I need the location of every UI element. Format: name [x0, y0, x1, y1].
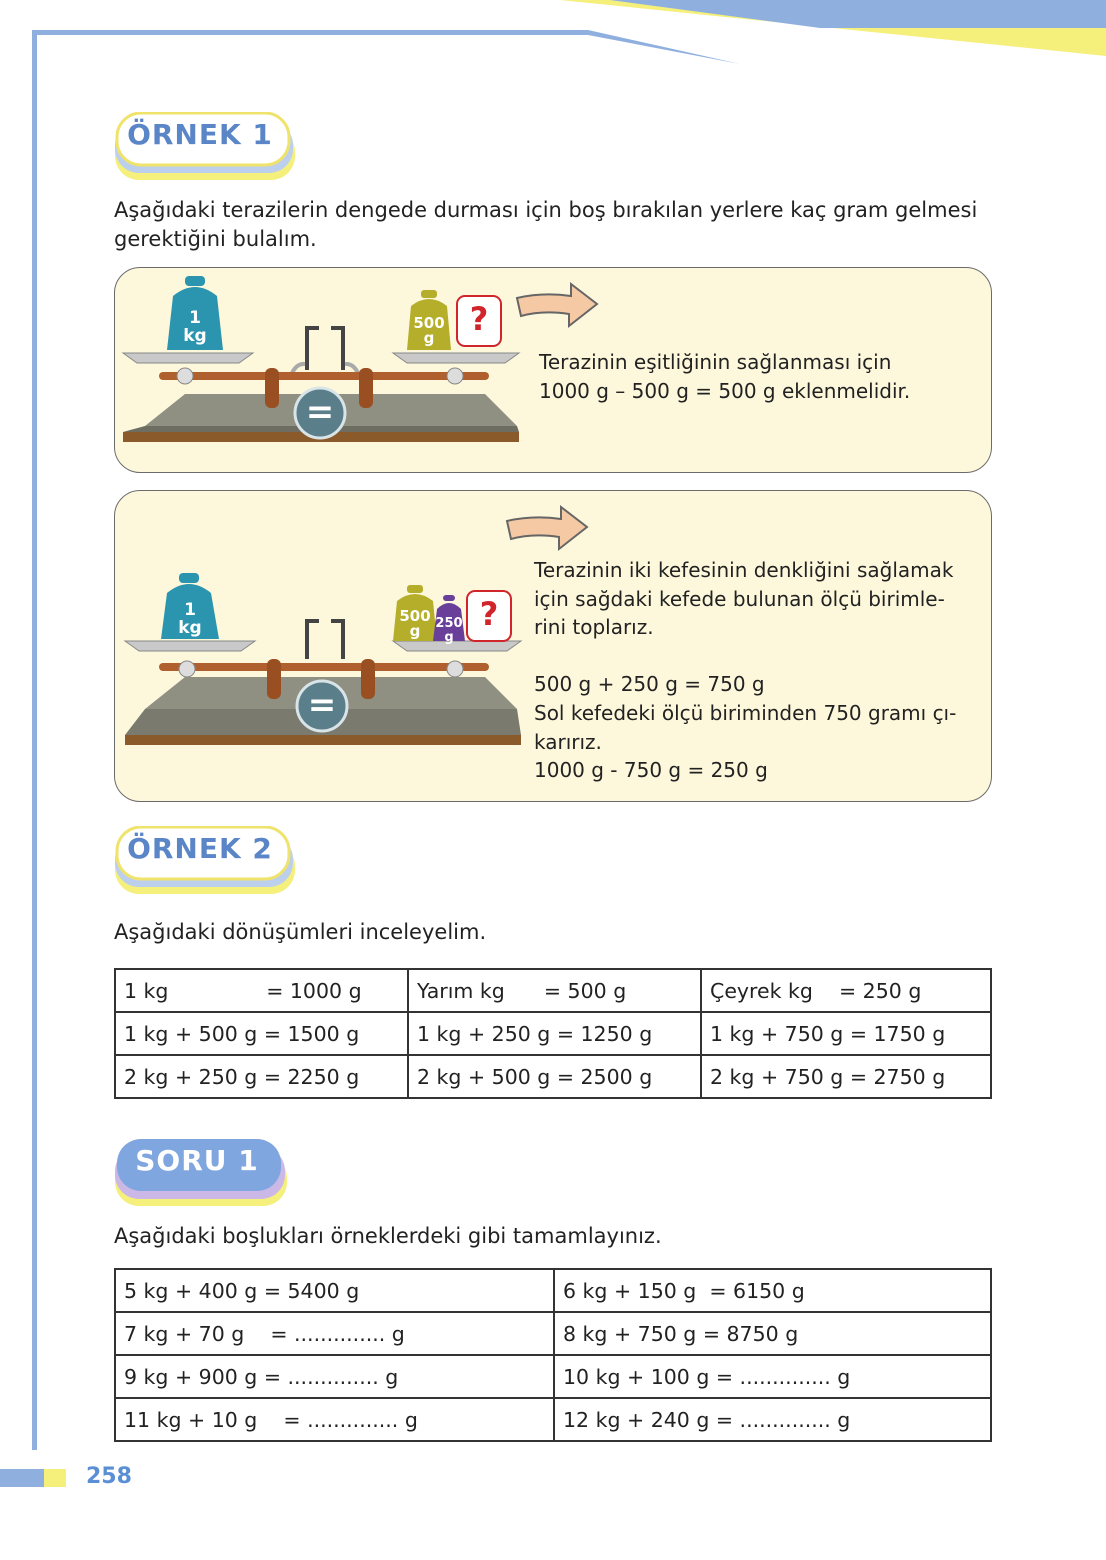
panel2-left-weight-value: 1: [184, 600, 196, 620]
panel2-weight-250-unit: g: [444, 630, 454, 645]
table-row: [115, 969, 991, 1012]
example2-intro: Aşağıdaki dönüşümleri inceleyelim.: [114, 920, 487, 944]
balance-scale-1: [115, 268, 535, 472]
page-number: 258: [86, 1464, 132, 1489]
example1-intro: Aşağıdaki terazilerin dengede durması için boş bırakılan yerlere kaç gram gelmesi gerektiğini bulalım.: [114, 198, 978, 251]
panel1-right-weight-value: 500: [413, 314, 445, 332]
table-cell: 6 kg + 150 g = 6150 g: [554, 1269, 991, 1312]
table-cell: 1 kg + 250 g = 1250 g: [408, 1012, 701, 1055]
panel1-line-2: 1000 g – 500 g = 500 g eklenmelidir.: [539, 378, 911, 403]
footer-bar-yellow: [44, 1469, 66, 1487]
table-cell[interactable]: 10 kg + 100 g = .............. g: [554, 1355, 991, 1398]
table-row: [115, 1055, 991, 1098]
panel2-weight-250-value: 250: [435, 616, 463, 631]
table-cell: 5 kg + 400 g = 5400 g: [115, 1269, 554, 1312]
panel2-line-4: [534, 642, 984, 671]
panel2-line-7: karırız.: [534, 729, 602, 754]
example1-badge: [114, 112, 294, 178]
question1-intro: Aşağıdaki boşlukları örneklerdeki gibi tamamlayınız.: [114, 1224, 662, 1248]
scale-panel-2: [114, 490, 992, 802]
example2-badge-label: ÖRNEK 2: [127, 832, 273, 865]
panel2-left-weight-unit: kg: [178, 618, 202, 638]
panel2-line-2: için sağdaki kefede bulunan ölçü birimle-: [534, 586, 945, 611]
arrow-icon: [503, 501, 591, 553]
panel2-line-5: 500 g + 250 g = 750 g: [534, 672, 765, 697]
table-row: [115, 1269, 991, 1312]
panel2-weight-500-unit: g: [409, 622, 421, 640]
table-cell[interactable]: 9 kg + 900 g = .............. g: [115, 1355, 554, 1398]
panel1-equals-sign: =: [305, 392, 335, 432]
example2-badge: [114, 826, 294, 892]
footer-bar-blue: [0, 1469, 44, 1487]
frame-top-line: [32, 30, 588, 35]
panel1-line-1: Terazinin eşitliğinin sağlanması için: [539, 350, 892, 374]
panel2-weight-500-value: 500: [399, 607, 431, 625]
corner-decoration: [0, 0, 1106, 70]
panel1-left-weight-unit: kg: [183, 326, 207, 346]
table-cell: 1 kg + 500 g = 1500 g: [115, 1012, 408, 1055]
panel1-question-mark: ?: [469, 300, 489, 338]
panel2-line-3: rini toplarız.: [534, 615, 654, 640]
panel2-line-8: 1000 g - 750 g = 250 g: [534, 758, 768, 783]
panel2-line-6: Sol kefedeki ölçü biriminden 750 gramı çı-: [534, 700, 957, 725]
table-cell[interactable]: 7 kg + 70 g = .............. g: [115, 1312, 554, 1355]
arrow-icon: [513, 278, 601, 330]
conversion-table: [114, 968, 992, 1099]
table-cell[interactable]: 11 kg + 10 g = .............. g: [115, 1398, 554, 1441]
panel2-line-1: Terazinin iki kefesinin denkliğini sağlamak: [534, 558, 954, 582]
table-row: [115, 1012, 991, 1055]
table-cell: 2 kg + 500 g = 2500 g: [408, 1055, 701, 1098]
table-row: [115, 1312, 991, 1355]
table-cell: Çeyrek kg = 250 g: [701, 969, 991, 1012]
question1-badge: [114, 1138, 294, 1204]
table-cell: 2 kg + 250 g = 2250 g: [115, 1055, 408, 1098]
table-row: [115, 1398, 991, 1441]
panel2-question-mark: ?: [479, 595, 499, 633]
table-cell: 1 kg + 750 g = 1750 g: [701, 1012, 991, 1055]
exercise-table: [114, 1268, 992, 1442]
frame-left-line: [32, 30, 37, 1450]
table-cell: Yarım kg = 500 g: [408, 969, 701, 1012]
example1-badge-label: ÖRNEK 1: [127, 118, 273, 151]
table-cell: 8 kg + 750 g = 8750 g: [554, 1312, 991, 1355]
table-cell[interactable]: 12 kg + 240 g = .............. g: [554, 1398, 991, 1441]
question1-badge-label: SORU 1: [135, 1144, 259, 1177]
table-cell: 1 kg = 1000 g: [115, 969, 408, 1012]
table-cell: 2 kg + 750 g = 2750 g: [701, 1055, 991, 1098]
scale-panel-1: [114, 267, 992, 473]
panel1-right-weight-unit: g: [423, 329, 435, 347]
panel2-equals-sign: =: [307, 685, 337, 725]
table-row: [115, 1355, 991, 1398]
panel1-left-weight-value: 1: [189, 308, 201, 328]
